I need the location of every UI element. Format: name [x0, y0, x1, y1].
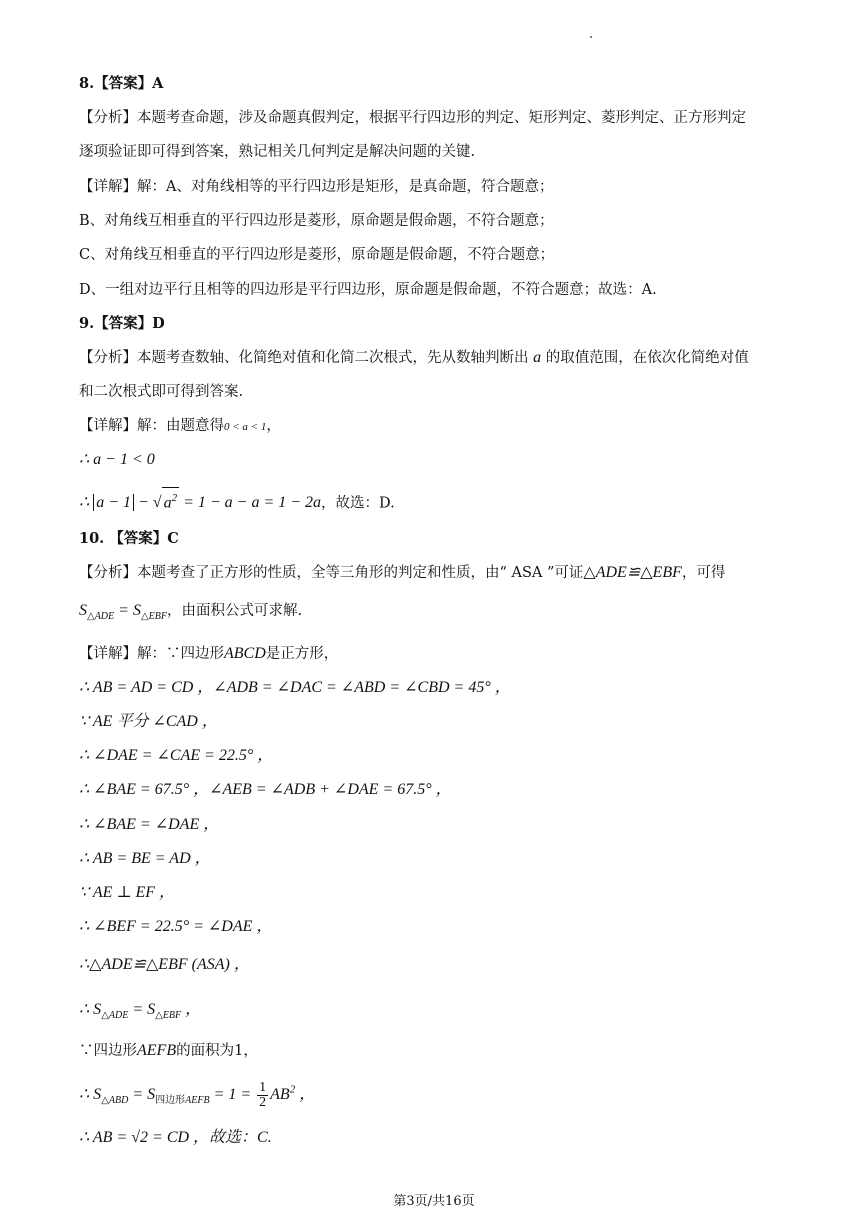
q10-step-7: ∵ AE ⊥ EF ， — [79, 884, 176, 901]
q9-step-final: ∴ a − 1 − √ $a^2 = 1 - a - a = 1 - 2a$，故选：D. — [79, 487, 395, 513]
q10-step-6: ∴ AB = BE = AD ， — [79, 850, 211, 867]
scan-dot — [590, 36, 592, 38]
q8-answer-title: 8.【答案】A — [79, 75, 164, 92]
q8-detail-d: D、一组对边平行且相等的四边形是平行四边形，原命题是假命题，不符合题意；故选：A. — [79, 282, 657, 298]
q10-step-13: ∴ AB = √2 = CD ，故选：C. — [79, 1129, 272, 1146]
q10-analysis-line2: $S_{\triangle ADE} = S_{\triangle EBF}$，由面积公式可求解. — [79, 602, 303, 622]
q8-detail-c: C、对角线互相垂直的平行四边形是菱形，原命题是假命题，不符合题意； — [79, 247, 555, 263]
page-footer: 第3页/共16页 — [393, 1194, 475, 1209]
q9-step-a-minus-1: ∴ a − 1 < 0 — [79, 451, 155, 468]
q10-step-5: ∴ ∠BAE = ∠DAE ， — [79, 816, 220, 833]
q10-step-8: ∴ ∠BEF = 22.5° = ∠DAE ， — [79, 918, 273, 935]
q10-step-12: ∴ $S_{\triangle ABD} = S_{四边形AEFB} = 1$ = $\frac{1}{2}$ $AB^2$ ， — [79, 1079, 316, 1110]
q10-step-2: ∵ AE 平分 ∠CAD ， — [79, 713, 218, 730]
q10-step-1: ∴ AB = AD = CD ，∠ADB = ∠DAC = ∠ABD = ∠CBD = 45° ， — [79, 679, 511, 696]
fraction-one-half: $\frac{1}{2}$ — [259, 1079, 267, 1110]
q10-step-4: ∴ ∠BAE = 67.5° ，∠AEB = ∠ADB + ∠DAE = 67.5° ， — [79, 781, 452, 798]
q10-step-9: ∴△ADE≌△EBF (ASA) ， — [79, 956, 250, 973]
q8-detail-b: B、对角线互相垂直的平行四边形是菱形，原命题是假命题，不符合题意； — [79, 213, 554, 229]
q10-detail-line1: 【详解】解：∵四边形ABCD是正方形， — [79, 645, 339, 662]
q9-answer-title: 9.【答案】D — [79, 315, 165, 332]
q10-answer-title: 10. 【答案】C — [79, 530, 179, 547]
q9-analysis-line2: 和二次根式即可得到答案. — [79, 384, 244, 400]
q10-analysis-line1: 【分析】本题考查了正方形的性质，全等三角形的判定和性质，由“ ASA ”可证△ADE≌△EBF，可得 — [79, 564, 726, 581]
q8-analysis-line2: 逐项验证即可得到答案，熟记相关几何判定是解决问题的关键. — [79, 144, 476, 160]
q10-step-11: ∵四边形AEFB的面积为1， — [79, 1042, 258, 1059]
q10-step-3: ∴ ∠DAE = ∠CAE = 22.5° ， — [79, 747, 274, 764]
q9-detail-line1: 【详解】解：由题意得0 < a < 1， — [79, 418, 281, 434]
q8-detail-a: 【详解】解：A、对角线相等的平行四边形是矩形，是真命题，符合题意； — [79, 179, 554, 195]
q8-analysis-line1: 【分析】本题考查命题，涉及命题真假判定，根据平行四边形的判定、矩形判定、菱形判定、正方形判定 — [79, 110, 746, 126]
q10-step-10: ∴ $S_{\triangle ADE} = S_{\triangle EBF}$ ， — [79, 1001, 202, 1021]
q9-analysis-line1: 【分析】本题考查数轴、化简绝对值和化简二次根式，先从数轴判断出 a 的取值范围，在依次化简绝对值 — [79, 349, 749, 366]
